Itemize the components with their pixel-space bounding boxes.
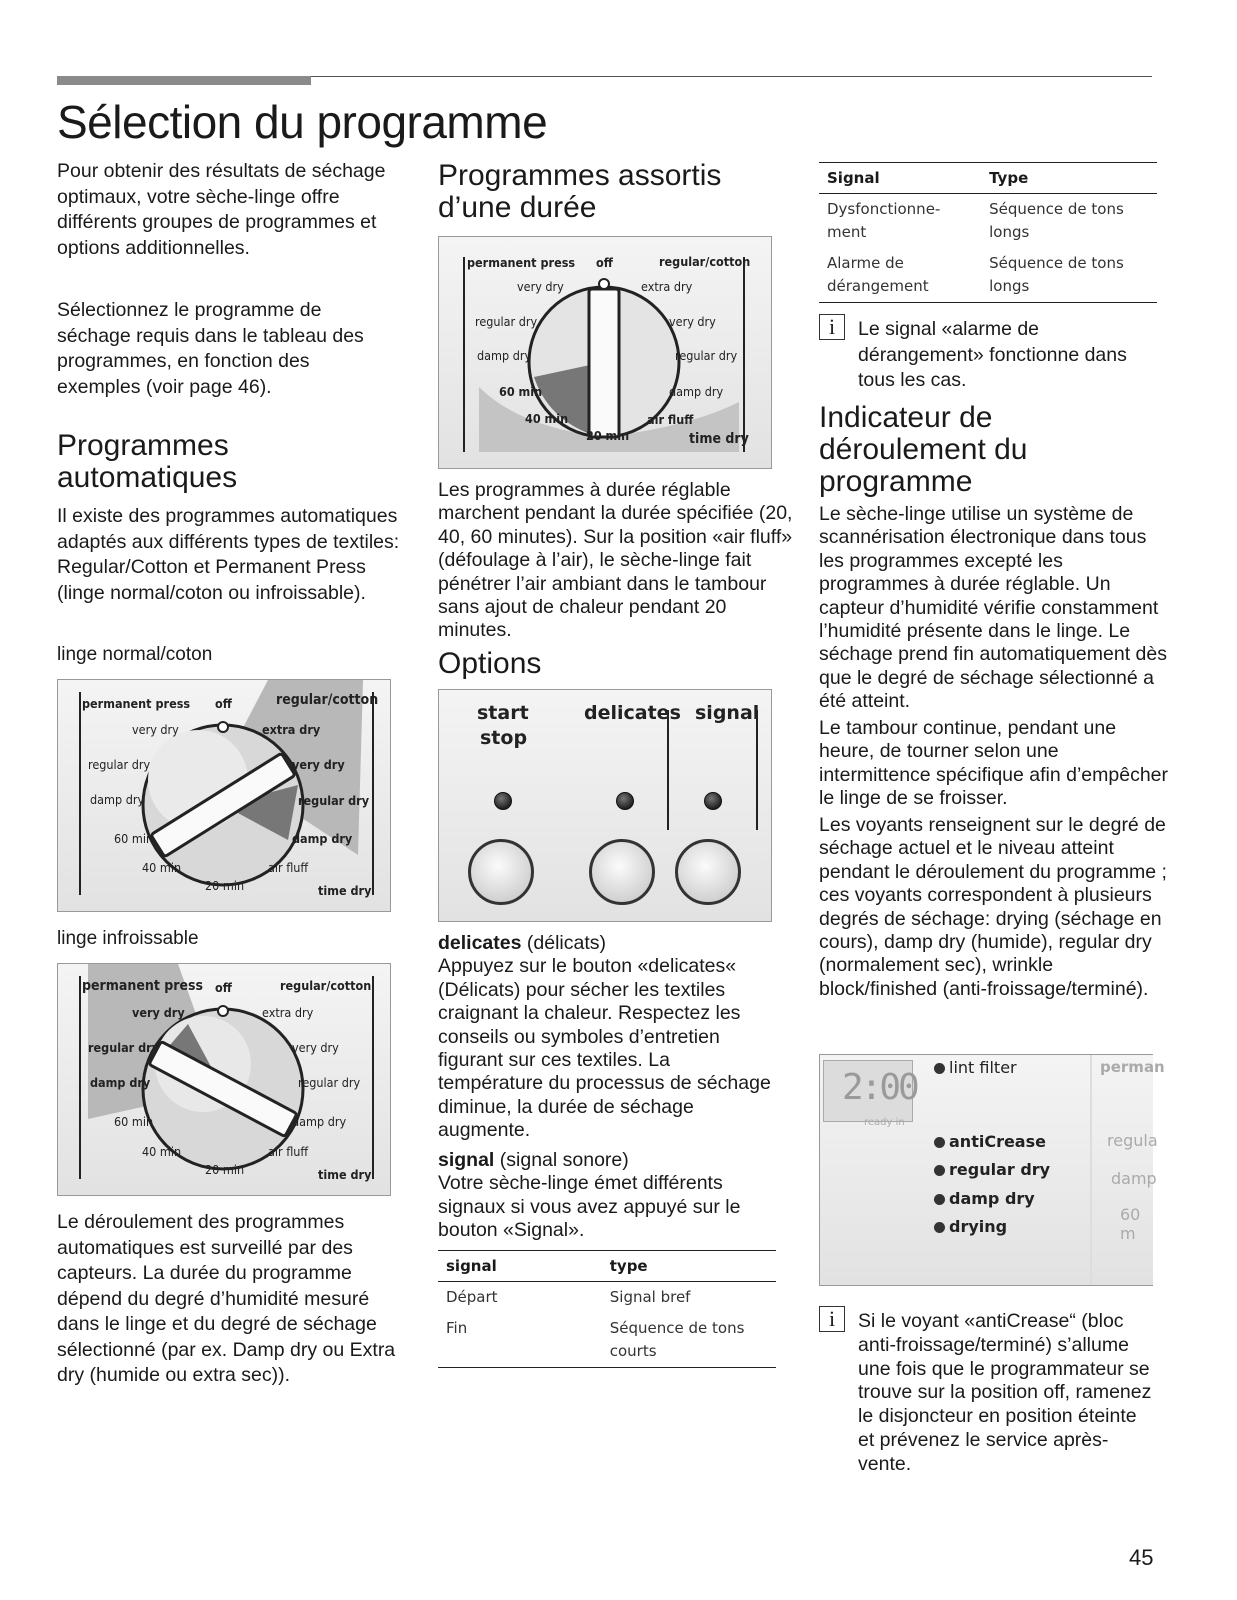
damp-dry-indicator <box>934 1189 1035 1208</box>
drying-indicator <box>934 1217 1007 1236</box>
signal-paren: (signal sonore) <box>494 1149 629 1171</box>
dial-label-20-min: 20 min <box>205 878 245 893</box>
table-row <box>438 1313 776 1368</box>
option-label-start: start <box>477 702 529 724</box>
table-cell: Signal bref <box>609 1288 691 1306</box>
info-icon: i <box>819 314 845 340</box>
ready-in-label: ready in <box>864 1117 905 1128</box>
info-icon: i <box>819 1306 845 1332</box>
dial-panel-normal <box>57 679 391 912</box>
dial-label-air-fluff: air fluff <box>268 860 309 875</box>
dial-label-60-min: 60 min <box>114 831 154 846</box>
intro-paragraph-1: Pour obtenir des résultats de séchage optimaux, votre sèche-linge offre différents groupes de programmes et options additionnelles. <box>57 160 386 259</box>
top-rule-accent <box>57 76 311 85</box>
indicator-heading: Indicateur de déroulement du programme <box>819 401 1028 498</box>
dial-panel-timed <box>438 236 772 469</box>
dial-label-time-dry: time dry <box>689 431 749 447</box>
delicates-description: Appuyez sur le bouton «delicates« (Délicats) pour sécher les textiles craignant la chaleur. Respectez les conseils ou symboles d’entretien figurant sur ces textiles. La température du processus de séchage diminue, la durée de séchage augmente. <box>438 955 771 1142</box>
alarm-signal-table <box>819 162 1157 303</box>
anticrease-indicator <box>934 1132 1046 1151</box>
intro-paragraph-2: Sélectionnez le programme de séchage requis dans le tableau des programmes, en fonction des exemples (voir page 46). <box>57 299 364 398</box>
indicator-paragraph-2: Le tambour continue, pendant une heure, de tourner selon une intermittence spécifique afin d’empêcher le linge de se froisser. <box>819 717 1169 810</box>
dial-label-permanent-press: permanent press <box>82 696 191 711</box>
dial-label-damp-dry-right: damp dry <box>292 1114 347 1129</box>
lint-filter-indicator <box>934 1058 1017 1077</box>
table-row <box>438 1282 776 1314</box>
delicates-paragraph <box>438 932 778 1143</box>
sensor-paragraph: Le déroulement des programmes automatiques est surveillé par des capteurs. La durée du programme dépend du degré d’humidité mesuré dans le linge et du degré de séchage sélectionné (par ex. Damp dry ou Extra dry (humide ou extra sec)). <box>57 1211 396 1386</box>
dial-label-extra-dry: extra dry <box>262 1005 314 1020</box>
regular-dry-indicator <box>934 1160 1050 1179</box>
start-stop-led <box>494 792 512 810</box>
dial-label-time-dry: time dry <box>318 883 372 898</box>
table-cell: Dysfonctionne-ment <box>827 200 941 241</box>
signal-table <box>438 1250 776 1368</box>
signal-led <box>704 792 722 810</box>
dial-label-damp-dry: damp dry <box>477 348 532 363</box>
dial-label-60-min: 60 min <box>499 384 543 399</box>
dial-label-very-dry: very dry <box>517 279 564 294</box>
regular-dry-label: regular dry <box>949 1160 1051 1179</box>
options-heading: Options <box>438 647 542 680</box>
option-label-stop: stop <box>480 727 528 749</box>
dial-label-regular-dry-right: regular dry <box>298 1075 361 1090</box>
signal-term: signal <box>438 1149 495 1171</box>
table-header-signal: Signal <box>819 163 981 194</box>
timed-programs-paragraph: Les programmes à durée réglable marchent pendant la durée spécifiée (20, 40, 60 minutes). Sur la position «air fluff» (défoulage à l’air), le sèche-linge fait pénétrer l’air ambiant dans le tambour sans ajout de chaleur pendant 20 minutes. <box>438 479 793 642</box>
normal-cotton-subheading: linge normal/coton <box>57 644 213 665</box>
anticrease-label: antiCrease <box>949 1132 1046 1151</box>
dial-label-regular-cotton: regular/cotton <box>280 978 372 993</box>
indicator-paragraph-3: Les voyants renseignent sur le degré de séchage actuel et le niveau atteint pendant le déroulement du programme ; ces voyants correspondent à plusieurs degrés de séchage: drying (séchage en cours), damp dry (humide), regular dry (normalement sec), wrinkle block/finished (anti-froissage/terminé). <box>819 814 1167 1000</box>
dial-label-time-dry: time dry <box>318 1167 372 1182</box>
dial-label-off: off <box>215 980 232 995</box>
page-title: Sélection du programme <box>57 96 548 148</box>
dial-label-regular-cotton: regular/cotton <box>276 692 379 708</box>
auto-programs-paragraph: Il existe des programmes automatiques adaptés aux différents types de textiles: Regular/Cotton et Permanent Press (linge normal/coton ou infroissable). <box>57 505 400 604</box>
dial-label-very-dry-right: very dry <box>669 314 716 329</box>
indicator-paragraph-1: Le sèche-linge utilise un système de scannérisation électronique dans tous les programmes excepté les programmes à durée réglable. Un capteur d’humidité vérifie constamment l’humidité présente dans le linge. Le séchage prend fin automatiquement dès que le degré de séchage sélectionné a été atteint. <box>819 503 1167 713</box>
dial-label-regular-dry: regular dry <box>88 757 151 772</box>
table-header-signal: signal <box>438 1251 602 1282</box>
dial-label-regular-dry-right: regular dry <box>675 348 738 363</box>
dial-label-regular-dry-right: regular dry <box>298 793 370 808</box>
delicates-led <box>616 792 634 810</box>
delicates-paren: (délicats) <box>521 932 606 954</box>
dial-label-damp-dry: damp dry <box>90 1075 151 1090</box>
dial-label-permanent-press: permanent press <box>467 255 576 270</box>
start-stop-button[interactable] <box>468 839 534 905</box>
dial-label-regular-cotton: regular/cotton <box>659 254 751 269</box>
indicator-panel <box>819 1054 1165 1286</box>
table-cell: Fin <box>438 1313 602 1368</box>
table-cell: Départ <box>446 1288 498 1306</box>
anticrease-note: Si le voyant «antiCrease“ (bloc anti-froissage/terminé) s’allume une fois que le programmateur se trouve sur la position off, ramenez le disjoncteur en position éteinte et prévenez le service après-vente. <box>858 1310 1152 1475</box>
dial-label-air-fluff: air fluff <box>268 1144 309 1159</box>
table-row <box>819 194 1157 249</box>
table-header-type: type <box>602 1251 776 1282</box>
table-header-row <box>438 1251 776 1282</box>
dial-label-40-min: 40 min <box>142 860 182 875</box>
delicates-term: delicates <box>438 932 522 954</box>
signal-button[interactable] <box>675 839 741 905</box>
dial-label-air-fluff: air fluff <box>647 412 694 427</box>
lint-filter-led <box>934 1063 945 1074</box>
auto-programs-heading: Programmes automatiques <box>57 429 238 494</box>
dial-panel-permanent <box>57 963 391 1196</box>
dial-label-damp-dry-right: damp dry <box>669 384 724 399</box>
cut-label-60: 60 m <box>1120 1205 1141 1243</box>
dial-label-off: off <box>596 255 613 270</box>
anticrease-led <box>934 1137 945 1148</box>
table-cell: Alarme de dérangement <box>819 248 981 303</box>
table-row <box>819 248 1157 303</box>
dial-label-extra-dry: extra dry <box>641 279 693 294</box>
option-label-delicates: delicates <box>584 702 681 724</box>
alarm-note: Le signal «alarme de dérangement» fonctionne dans tous les cas. <box>858 318 1127 391</box>
cut-label-regula: regula <box>1107 1131 1158 1150</box>
dial-label-very-dry-right: very dry <box>292 757 345 772</box>
dial-label-regular-dry: regular dry <box>88 1040 160 1055</box>
cut-label-perman: perman <box>1100 1058 1165 1076</box>
dial-label-very-dry: very dry <box>132 1005 185 1020</box>
dial-label-20-min: 20 min <box>205 1162 245 1177</box>
table-header-row <box>819 163 1157 194</box>
dial-label-very-dry-right: very dry <box>292 1040 339 1055</box>
page-number: 45 <box>1129 1545 1154 1570</box>
drying-label: drying <box>949 1217 1008 1236</box>
dial-label-off: off <box>215 696 232 711</box>
dial-label-permanent-press: permanent press <box>82 978 204 994</box>
damp-dry-label: damp dry <box>949 1189 1035 1208</box>
dial-label-extra-dry: extra dry <box>262 722 321 737</box>
regular-dry-led <box>934 1165 945 1176</box>
dial-label-40-min: 40 min <box>525 411 569 426</box>
dial-label-60-min: 60 min <box>114 1114 154 1129</box>
dial-label-damp-dry: damp dry <box>90 792 145 807</box>
dial-label-40-min: 40 min <box>142 1144 182 1159</box>
dial-label-very-dry: very dry <box>132 722 179 737</box>
table-cell: Séquence de tons longs <box>989 200 1124 241</box>
damp-dry-led <box>934 1194 945 1205</box>
permanent-press-subheading: linge infroissable <box>57 928 199 949</box>
cut-label-damp: damp <box>1111 1169 1157 1188</box>
lint-filter-label: lint filter <box>949 1058 1017 1077</box>
table-cell: Séquence de tons longs <box>981 248 1157 303</box>
table-cell: Séquence de tons courts <box>602 1313 776 1368</box>
time-display-value: 2:00 <box>842 1067 917 1108</box>
drying-led <box>934 1222 945 1233</box>
signal-description: Votre sèche-linge émet différents signaux si vous avez appuyé sur le bouton «Signal». <box>438 1172 741 1242</box>
dial-label-regular-dry: regular dry <box>475 314 538 329</box>
dial-label-damp-dry-right: damp dry <box>292 831 353 846</box>
dial-label-20-min: 20 min <box>586 428 630 443</box>
option-label-signal: signal <box>695 702 760 724</box>
options-panel <box>438 689 772 922</box>
signal-paragraph <box>438 1149 778 1243</box>
delicates-button[interactable] <box>589 839 655 905</box>
table-header-type: Type <box>981 163 1157 194</box>
time-display <box>823 1060 917 1122</box>
timed-programs-heading: Programmes assortis d’une durée <box>438 159 722 224</box>
